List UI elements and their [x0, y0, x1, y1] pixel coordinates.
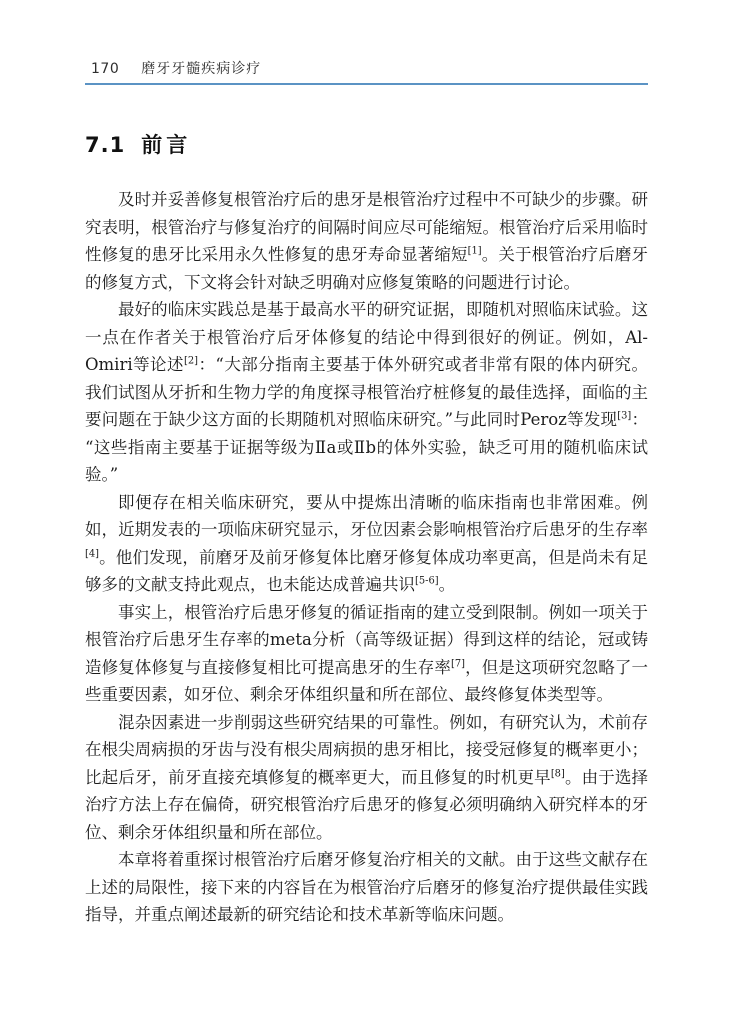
reference-marker: [7]: [451, 658, 465, 669]
section-heading: [85, 131, 648, 160]
page-header: [85, 60, 648, 78]
section-number: 7.1: [85, 133, 126, 157]
running-head-title: 磨牙牙髓疾病诊疗: [141, 61, 262, 77]
reference-marker: [4]: [85, 548, 99, 559]
reference-marker: [3]: [617, 410, 632, 422]
reference-marker: [2]: [183, 355, 198, 367]
reference-marker: [1]: [467, 245, 482, 257]
header-rule: [85, 83, 648, 85]
paragraph: 事实上，根管治疗后患牙修复的循证指南的建立受到限制。例如一项关于根管治疗后患牙生存率的meta分析（高等级证据）得到这样的结论，冠或铸造修复体修复与直接修复相比可提高患牙的生存率[7]，但是这项研究忽略了一些重要因素，如牙位、剩余牙体组织量和所在部位、最终修复体类型等。: [85, 602, 649, 704]
paragraph: 混杂因素进一步削弱这些研究结果的可靠性。例如，有研究认为，术前存在根尖周病损的牙齿与没有根尖周病损的患牙相比，接受冠修复的概率更小；比起后牙，前牙直接充填修复的概率更大，而且修复的时机更早[8]。由于选择治疗方法上存在偏倚，研究根管治疗后患牙的修复必须明确纳入研究样本的牙位、剩余牙体组织量和所在部位。: [85, 712, 649, 842]
page-number: 170: [91, 61, 120, 77]
body-text: [85, 186, 648, 929]
paragraph: 即便存在相关临床研究，要从中提炼出清晰的临床指南也非常困难。例如，近期发表的一项临床研究显示，牙位因素会影响根管治疗后患牙的生存率[4]。他们发现，前磨牙及前牙修复体比磨牙修复体成功率更高，但是尚未有足够多的文献支持此观点，也未能达成普遍共识[5-6]。: [85, 492, 648, 594]
paragraph: 最好的临床实践总是基于最高水平的研究证据，即随机对照临床试验。这一点在作者关于根管治疗后牙体修复的结论中得到很好的例证。例如，Al-Omiri等论述[2]：“大部分指南主要基于体外研究或者非常有限的体内研究。我们试图从牙折和生物力学的角度探寻根管治疗桩修复的最佳选择，面临的主要问题在于缺少这方面的长期随机对照临床研究。”与此同时Peroz等发现[3]：“这些指南主要基于证据等级为Ⅱa或Ⅱb的体外实验，缺乏可用的随机临床试验。”: [85, 300, 649, 484]
reference-marker: [5-6]: [415, 575, 439, 587]
reference-marker: [8]: [550, 768, 565, 779]
paragraph: 本章将着重探讨根管治疗后磨牙修复治疗相关的文献。由于这些文献存在上述的局限性，接下来的内容旨在为根管治疗后磨牙的修复治疗提供最佳实践指导，并重点阐述最新的研究结论和技术革新等临床问题。: [85, 850, 648, 924]
section-title: 前言: [141, 133, 192, 157]
paragraph: 及时并妥善修复根管治疗后的患牙是根管治疗过程中不可缺少的步骤。研究表明，根管治疗与修复治疗的间隔时间应尽可能缩短。根管治疗后采用临时性修复的患牙比采用永久性修复的患牙寿命显著缩短[1]。关于根管治疗后磨牙的修复方式，下文将会针对缺乏明确对应修复策略的问题进行讨论。: [85, 190, 649, 292]
